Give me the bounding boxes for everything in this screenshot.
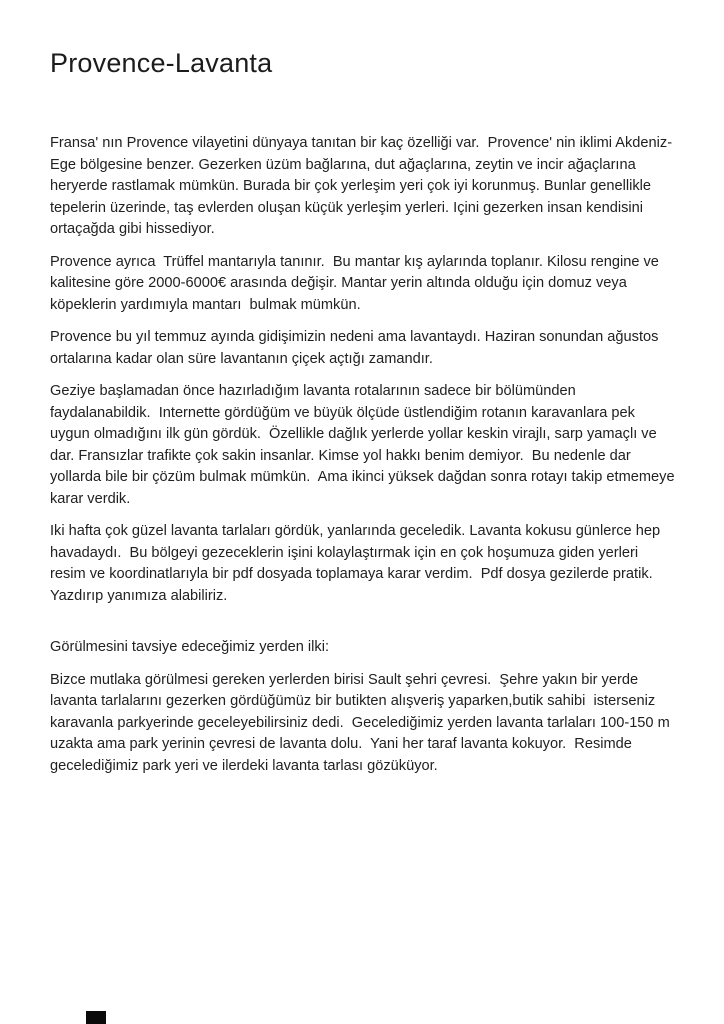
page-title: Provence-Lavanta xyxy=(50,48,273,78)
paragraph-intro: Fransa' nın Provence vilayetini dünyaya tanıtan bir kaç özelliği var. Provence' nin iklimi Akdeniz-Ege bölgesine benzer. Gezerken üzüm bağlarına, dut ağaçlarına, zeytin ve incir ağaçlarına heryerde rastlamak mümkün. Burada bir çok yerleşim yeri çok iyi korunmuş. Bunlar genellikle tepelerin üzerinde, taş evlerden oluşan küçük yerleşim yerleri. Içini gezerken insan kendisini ortaçağda gibi hissediyor. xyxy=(50,135,673,237)
paragraph-lavender-season: Provence bu yıl temmuz ayında gidişimizin nedeni ama lavantaydı. Haziran sonundan ağustos ortalarına kadar olan süre lavantanın çiçek açtığı zamandır. xyxy=(50,329,663,367)
document-content xyxy=(50,0,679,788)
paragraph-pdf-plan: Iki hafta çok güzel lavanta tarlaları gördük, yanlarında geceledik. Lavanta kokusu günlerce hep havadaydı. Bu bölgeyi gezeceklerin işini kolaylaştırmak için en çok hoşumuza giden yerleri resim ve koordinatlarıyla bir pdf dosyada toplamaya karar verdim. Pdf dosya gezilerde pratik. Yazdırıp yanımıza alabiliriz. xyxy=(50,523,665,604)
document-body xyxy=(50,133,679,777)
paragraph-route: Geziye başlamadan önce hazırladığım lavanta rotalarının sadece bir bölümünden faydalanabildik. Internette gördüğüm ve büyük ölçüde üstlendiğim rotanın karavanlara pek uygun olmadığını ilk gün gördük. Özellikle dağlık yerlerde yollar keskin virajlı, sarp yamaçlı ve dar. Fransızlar trafikte çok sakin insanlar. Kimse yol hakkı benim demiyor. Bu nedenle dar yollarda bile bir çözüm bulmak mümkün. Ama ikinci yüksek dağdan sonra rotayı takip etmemeye karar verdik. xyxy=(50,383,679,507)
partial-photo-fragment xyxy=(86,1011,106,1024)
paragraph-sault: Bizce mutlaka görülmesi gereken yerlerden birisi Sault şehri çevresi. Şehre yakın bir yerde lavanta tarlalarını gezerken gördüğümüz bir butikten alışveriş yaparken,butik sahibi isterseniz karavanla parkyerinde geceleyebilirsiniz dedi. Gecelediğimiz yerden lavanta tarlaları 100-150 m uzakta ama park yerinin çevresi de lavanta dolu. Yani her taraf lavanta kokuyor. Resimde gecelediğimiz park yeri ve ilerdeki lavanta tarlası gözüküyor. xyxy=(50,671,674,774)
paragraph-truffle: Provence ayrıca Trüffel mantarıyla tanınır. Bu mantar kış aylarında toplanır. Kilosu rengine ve kalitesine göre 2000-6000€ arasında değişir. Mantar yerin altında olduğu için domuz veya köpeklerin yardımıyla mantarı bulmak mümkün. xyxy=(50,253,663,313)
section-intro-line: Görülmesini tavsiye edeceğimiz yerden ilki: xyxy=(50,639,330,655)
